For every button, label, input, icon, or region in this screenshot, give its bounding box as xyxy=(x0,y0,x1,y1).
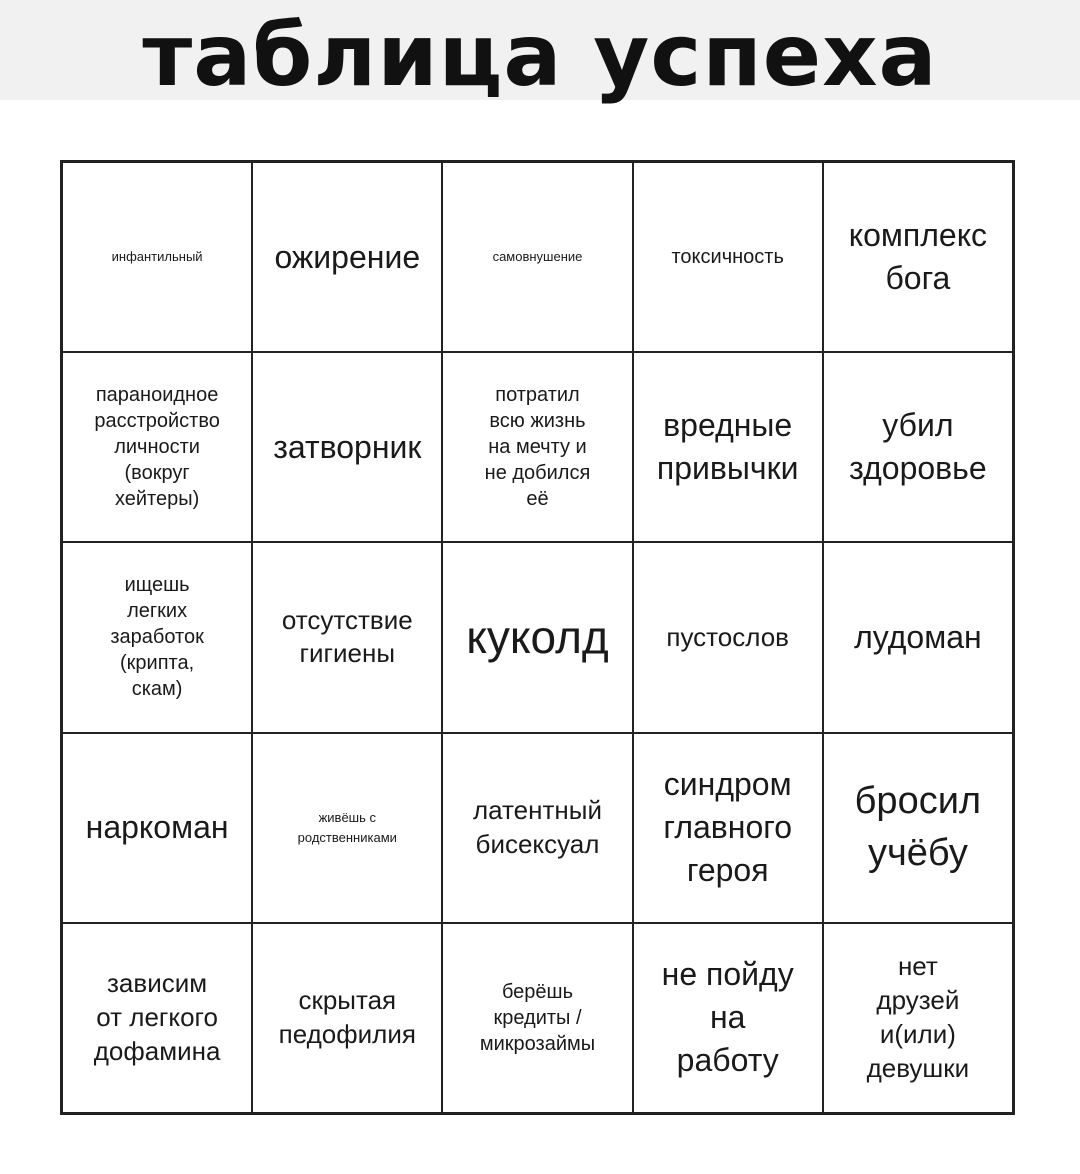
bingo-cell-1-2: ожирение xyxy=(252,162,442,352)
bingo-cell-5-2: скрытая педофилия xyxy=(252,923,442,1113)
bingo-cell-1-4: токсичность xyxy=(633,162,823,352)
bingo-cell-2-1: параноидное расстройство личности (вокруг хейтеры) xyxy=(62,352,252,542)
bingo-cell-3-1: ищешь легких заработок (крипта, скам) xyxy=(62,542,252,732)
bingo-grid xyxy=(60,160,1015,1115)
bingo-cell-2-2: затворник xyxy=(252,352,442,542)
bingo-cell-4-4: синдром главного героя xyxy=(633,733,823,923)
bingo-cell-3-4: пустослов xyxy=(633,542,823,732)
bingo-cell-5-3: берёшь кредиты / микрозаймы xyxy=(442,923,632,1113)
bingo-cell-2-4: вредные привычки xyxy=(633,352,823,542)
bingo-cell-1-3: самовнушение xyxy=(442,162,632,352)
bingo-cell-1-5: комплекс бога xyxy=(823,162,1013,352)
bingo-cell-3-2: отсутствие гигиены xyxy=(252,542,442,732)
page-title: таблица успеха xyxy=(142,6,938,106)
bingo-cell-5-4: не пойду на работу xyxy=(633,923,823,1113)
bingo-cell-4-1: наркоман xyxy=(62,733,252,923)
bingo-cell-4-2: живёшь с родственниками xyxy=(252,733,442,923)
bingo-cell-2-3: потратил всю жизнь на мечту и не добился её xyxy=(442,352,632,542)
bingo-cell-3-3: куколд xyxy=(442,542,632,732)
bingo-cell-5-1: зависим от легкого дофамина xyxy=(62,923,252,1113)
bingo-cell-3-5: лудоман xyxy=(823,542,1013,732)
bingo-cell-4-5: бросил учёбу xyxy=(823,733,1013,923)
bingo-cell-2-5: убил здоровье xyxy=(823,352,1013,542)
bingo-cell-1-1: инфантильный xyxy=(62,162,252,352)
bingo-cell-4-3: латентный бисексуал xyxy=(442,733,632,923)
bingo-cell-5-5: нет друзей и(или) девушки xyxy=(823,923,1013,1113)
